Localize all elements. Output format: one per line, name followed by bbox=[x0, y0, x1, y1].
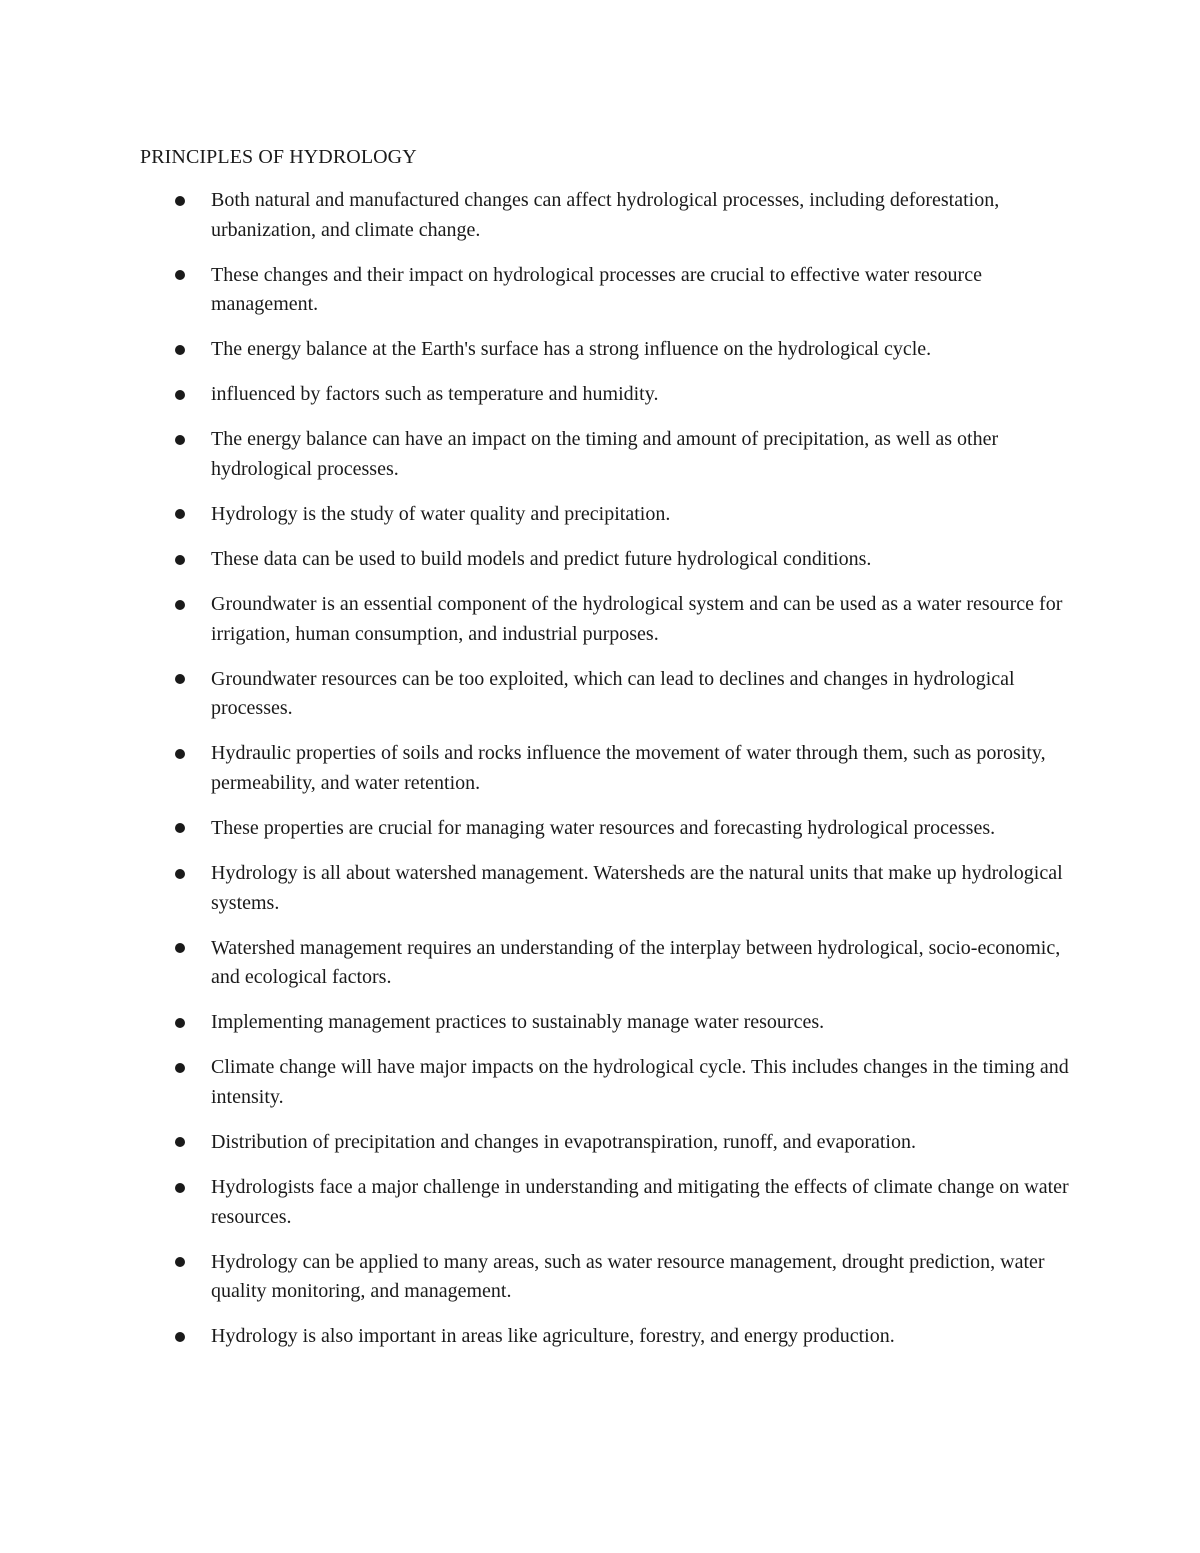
list-item bbox=[0, 261, 1200, 320]
bullet-icon bbox=[175, 1257, 185, 1267]
bullet-icon bbox=[175, 509, 185, 519]
list-item bbox=[0, 1248, 1200, 1307]
list-item-text: These changes and their impact on hydrological processes are crucial to effective water resource management. bbox=[211, 263, 982, 316]
bullet-icon bbox=[175, 1332, 185, 1342]
list-item bbox=[0, 665, 1200, 724]
list-item bbox=[0, 1128, 1200, 1158]
list-item-text: Groundwater resources can be too exploited, which can lead to declines and changes in hydrological processes. bbox=[211, 667, 1015, 720]
list-item bbox=[0, 380, 1200, 410]
list-item bbox=[0, 1322, 1200, 1352]
document-title: PRINCIPLES OF HYDROLOGY bbox=[140, 146, 417, 168]
list-item-text: Hydraulic properties of soils and rocks influence the movement of water through them, such as porosity, permeability, and water retention. bbox=[211, 742, 1046, 794]
bullet-icon bbox=[175, 196, 185, 206]
list-item bbox=[0, 545, 1200, 575]
bullet-icon bbox=[175, 345, 185, 355]
list-item-text: Hydrology is the study of water quality and precipitation. bbox=[211, 502, 671, 525]
list-item bbox=[0, 1053, 1200, 1112]
list-item-text: Implementing management practices to sustainably manage water resources. bbox=[211, 1011, 825, 1034]
list-item-text: Hydrology can be applied to many areas, such as water resource management, drought prediction, water quality monitoring, and management. bbox=[211, 1250, 1045, 1303]
bullet-icon bbox=[175, 674, 185, 684]
list-item-text: Groundwater is an essential component of the hydrological system and can be used as a water resource for irrigation, human consumption, and industrial purposes. bbox=[211, 593, 1063, 645]
bullet-icon bbox=[175, 869, 185, 879]
bullet-icon bbox=[175, 823, 185, 833]
list-item-text: These data can be used to build models and predict future hydrological conditions. bbox=[211, 548, 872, 571]
bullet-icon bbox=[175, 270, 185, 280]
list-item bbox=[0, 934, 1200, 993]
bullet-icon bbox=[175, 600, 185, 610]
bullet-icon bbox=[175, 435, 185, 445]
list-item-text: Both natural and manufactured changes can affect hydrological processes, including deforestation, urbanization, and climate change. bbox=[211, 189, 1000, 241]
list-item-text: The energy balance can have an impact on the timing and amount of precipitation, as well as other hydrological processes. bbox=[211, 428, 999, 480]
list-item-text: Hydrology is also important in areas like agriculture, forestry, and energy production. bbox=[211, 1325, 895, 1348]
list-item-text: Hydrology is all about watershed management. Watersheds are the natural units that make up hydrological systems. bbox=[211, 862, 1063, 914]
list-item-text: Hydrologists face a major challenge in understanding and mitigating the effects of climate change on water resources. bbox=[211, 1176, 1069, 1228]
bullet-list bbox=[0, 186, 1200, 1367]
list-item bbox=[0, 1173, 1200, 1232]
list-item bbox=[0, 814, 1200, 844]
list-item-text: Watershed management requires an understanding of the interplay between hydrological, socio-economic, and ecological factors. bbox=[211, 936, 1061, 989]
list-item bbox=[0, 1008, 1200, 1038]
bullet-icon bbox=[175, 1137, 185, 1147]
bullet-icon bbox=[175, 749, 185, 759]
list-item bbox=[0, 859, 1200, 918]
list-item bbox=[0, 425, 1200, 484]
bullet-icon bbox=[175, 943, 185, 953]
list-item bbox=[0, 500, 1200, 530]
list-item-text: influenced by factors such as temperature and humidity. bbox=[211, 383, 659, 406]
bullet-icon bbox=[175, 1063, 185, 1073]
list-item bbox=[0, 335, 1200, 365]
bullet-icon bbox=[175, 1018, 185, 1028]
list-item-text: These properties are crucial for managing water resources and forecasting hydrological processes. bbox=[211, 816, 996, 839]
bullet-icon bbox=[175, 390, 185, 400]
list-item bbox=[0, 590, 1200, 649]
list-item bbox=[0, 739, 1200, 798]
bullet-icon bbox=[175, 555, 185, 565]
list-item-text: Climate change will have major impacts on the hydrological cycle. This includes changes in the timing and intensity. bbox=[211, 1056, 1069, 1108]
list-item-text: The energy balance at the Earth's surface has a strong influence on the hydrological cycle. bbox=[211, 338, 932, 361]
list-item-text: Distribution of precipitation and changes in evapotranspiration, runoff, and evaporation. bbox=[211, 1130, 916, 1153]
bullet-icon bbox=[175, 1183, 185, 1193]
list-item bbox=[0, 186, 1200, 245]
